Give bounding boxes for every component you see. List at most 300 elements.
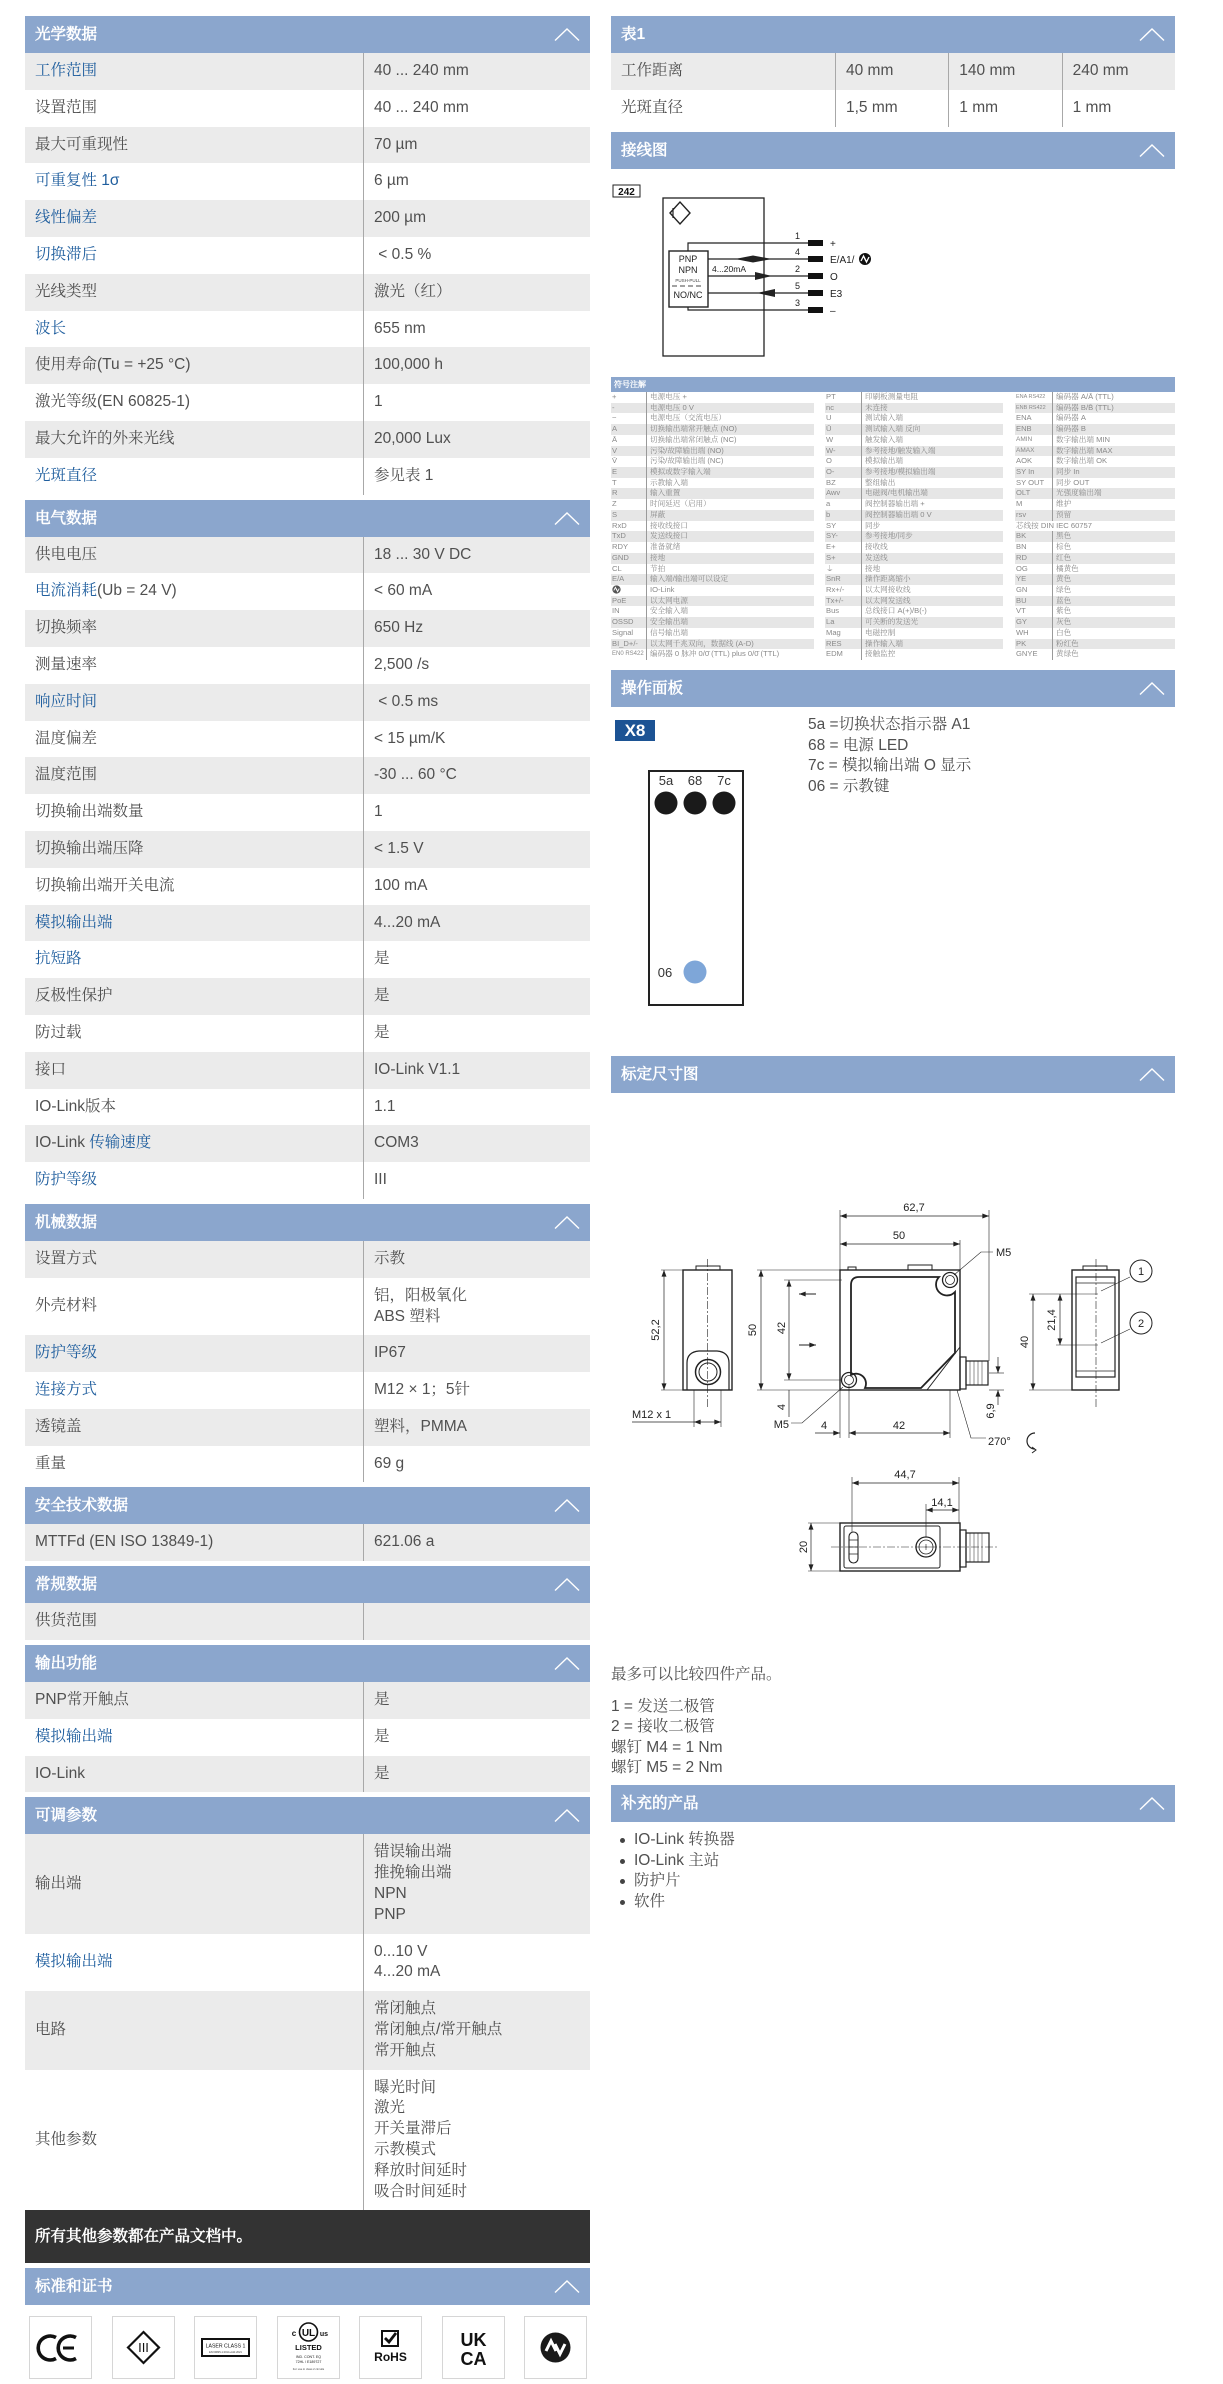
section-title: 标定尺寸图 [621, 1066, 699, 1083]
spec-value-line: NPN [374, 1885, 407, 1903]
spec-label-text: 设置方式 [35, 1249, 98, 1267]
chevron-up-icon[interactable] [1139, 28, 1165, 41]
chevron-up-icon[interactable] [554, 1657, 580, 1670]
spec-label-text: 电路 [35, 2021, 67, 2039]
chevron-up-icon[interactable] [554, 1216, 580, 1229]
table-cell: 1,5 mm [835, 90, 948, 127]
spec-label[interactable] [25, 1719, 363, 1756]
spec-row [25, 647, 590, 684]
spec-row [25, 1125, 590, 1162]
svg-text:LASER CLASS 1: LASER CLASS 1 [205, 2343, 246, 2350]
section-electrical-data [25, 500, 590, 1199]
section-header[interactable] [25, 1487, 590, 1524]
spec-label-text: 切换频率 [35, 619, 98, 637]
spec-row [25, 1603, 590, 1640]
chevron-up-icon[interactable] [554, 28, 580, 41]
spec-label-link[interactable]: 工作范围 [35, 62, 98, 79]
bullet-icon [620, 1900, 625, 1905]
svg-text:For use in class 2 circuits: For use in class 2 circuits [292, 2367, 324, 2372]
panel-badge: X8 [615, 720, 655, 741]
optical-sensor-symbol-icon [670, 202, 690, 224]
section-header[interactable] [611, 132, 1175, 169]
legend-description: 同步 [861, 521, 1003, 532]
spec-label [25, 1278, 363, 1336]
legend-symbol: S [612, 509, 618, 519]
spec-row [25, 1241, 590, 1278]
spec-value-line: 激光 [374, 2099, 406, 2117]
spec-label [25, 127, 363, 164]
spec-row [25, 200, 590, 237]
legend-description: 电磁控制 [861, 628, 1003, 639]
legend-symbol: BZ [826, 477, 836, 487]
spec-label [25, 347, 363, 384]
legend-description: 紫色 [1052, 606, 1175, 617]
spec-value: 4...20 mA [363, 905, 590, 942]
pin-label: E3 [830, 289, 843, 300]
legend-symbol: nc [826, 402, 835, 412]
svg-text:EN 60825-1:2014+A11:2021: EN 60825-1:2014+A11:2021 [209, 2351, 242, 2355]
spec-label[interactable] [25, 200, 363, 237]
chevron-up-icon[interactable] [1139, 1068, 1165, 1081]
spec-value: < 60 mA [363, 573, 590, 610]
bullet-icon [620, 1879, 625, 1884]
dim-hole-spacing-v: 42 [776, 1321, 788, 1335]
spec-label-link[interactable]: 防护等级 [35, 1344, 98, 1362]
legend-symbol: Signal [612, 627, 634, 637]
legend-symbol: W [826, 434, 834, 444]
spec-label-text: 温度范围 [35, 766, 98, 784]
svg-text:CA: CA [460, 2349, 486, 2370]
legend-description: 时间延迟（启用） [646, 499, 814, 510]
section-title: 输出功能 [35, 1655, 98, 1673]
legend-symbol: ~ [612, 413, 617, 423]
spec-label[interactable] [25, 1335, 363, 1372]
laser-class-icon[interactable] [194, 2316, 257, 2379]
spec-value-line: 错误输出端 [374, 1843, 452, 1861]
ground-icon: ⏚ [826, 563, 834, 573]
spec-label-link[interactable]: 波长 [35, 319, 67, 337]
spec-value: 70 µm [363, 127, 590, 164]
spec-label [25, 537, 363, 574]
spec-value: < 0.5 ms [363, 684, 590, 721]
section-title: 常规数据 [35, 1576, 98, 1594]
legend-description: 切换输出端常闭触点 (NC) [646, 435, 814, 446]
legend-symbol: Rx+/- [826, 584, 845, 594]
accessory-item[interactable] [611, 1892, 735, 1913]
spec-row [25, 1409, 590, 1446]
legend-symbol: BU [1016, 595, 1027, 605]
section-adjustable-parameters [25, 1797, 590, 2210]
spec-label[interactable] [25, 237, 363, 274]
legend-symbol: Z [612, 499, 617, 509]
control-panel-diagram [648, 770, 744, 1006]
legend-symbol: PT [826, 392, 836, 401]
section-header[interactable] [611, 670, 1175, 707]
spec-value: < 15 µm/K [363, 721, 590, 758]
spec-label-link[interactable]: 光斑直径 [35, 466, 98, 484]
chevron-up-icon[interactable] [1139, 1797, 1165, 1810]
spec-value: 是 [363, 1719, 590, 1756]
legend-symbol: SnR [826, 574, 841, 584]
analog-output-led-icon [713, 792, 736, 815]
legend-column-2 [825, 392, 1003, 660]
pin-label: + [830, 239, 836, 250]
spec-label-link[interactable]: 连接方式 [35, 1381, 98, 1399]
ukca-icon[interactable] [442, 2316, 505, 2379]
spec-value: 655 nm [363, 311, 590, 348]
legend-description: 安全输入端 [646, 606, 814, 617]
dim-connector-offset: 6,9 [985, 1403, 997, 1419]
section-header[interactable] [25, 2268, 590, 2305]
spec-label[interactable] [25, 941, 363, 978]
spec-row [25, 831, 590, 868]
table-cell: 40 mm [835, 53, 948, 90]
legend-description: 数字输出端 MIN [1052, 435, 1175, 446]
section-title: 补充的产品 [621, 1795, 699, 1812]
legend-symbol: S+ [826, 552, 836, 562]
spec-label [25, 647, 363, 684]
spec-label-text: 温度偏差 [35, 729, 98, 747]
legend-symbol: - [612, 402, 615, 412]
spec-row [25, 757, 590, 794]
spec-label [25, 1409, 363, 1446]
spec-value-line: 常闭触点/常开触点 [374, 2021, 503, 2039]
chevron-up-icon[interactable] [554, 1809, 580, 1822]
legend-symbol: V [612, 445, 618, 455]
dim-connector: M12 x 1 [632, 1409, 672, 1421]
spec-label-link[interactable]: 模拟输出端 [35, 1727, 113, 1745]
spec-label-text: 最大允许的外来光线 [35, 429, 175, 447]
legend-description: 以太网千兆双向，数据线 (A-D) [646, 639, 814, 650]
legend-description: 黄色 [1052, 574, 1175, 585]
legend-symbol: BN [1016, 542, 1027, 552]
spec-row [25, 1372, 590, 1409]
switching-state-led-icon [655, 792, 678, 815]
legend-description: 准备就绪 [646, 542, 814, 553]
pin-number: 2 [795, 264, 801, 274]
spec-label-link[interactable]: 响应时间 [35, 692, 98, 710]
legend-symbol: ENB RS422 [1016, 404, 1046, 411]
legend-symbol: Mag [826, 627, 841, 637]
spec-value: 是 [363, 1682, 590, 1719]
spec-label-text: MTTFd (EN ISO 13849-1) [35, 1533, 214, 1551]
io-link-icon[interactable] [524, 2316, 587, 2379]
teach-button[interactable] [684, 961, 707, 984]
legend-symbol: RxD [612, 520, 627, 530]
table-cell: 1 mm [1062, 90, 1175, 127]
legend-description: 粉红色 [1052, 639, 1175, 650]
legend-symbol: EN0 RS422 [612, 651, 644, 658]
spec-label-text: PNP常开触点 [35, 1691, 129, 1709]
note-line: 2 = 接收二极管 [611, 1718, 715, 1736]
legend-symbol: RES [826, 638, 842, 648]
spec-value: 40 ... 240 mm [363, 90, 590, 127]
rotation-arrow-icon [1027, 1433, 1035, 1449]
spec-value: IP67 [363, 1335, 590, 1372]
legend-description: 测试输入端 反向 [861, 424, 1003, 435]
dim-bottom-width: 20 [798, 1540, 810, 1554]
legend-symbol: SY OUT [1016, 477, 1045, 487]
svg-text:UL: UL [301, 2328, 315, 2340]
spec-row [25, 978, 590, 1015]
panel-description: 68 = 电源 LED [808, 736, 909, 754]
table-row-label: 工作距离 [621, 62, 684, 79]
legend-symbol: Awv [826, 488, 841, 498]
spec-label-link[interactable]: 可重复性 1σ [35, 172, 120, 190]
spec-row [25, 537, 590, 574]
pin-number: 4 [795, 247, 801, 257]
accessory-list [611, 1830, 735, 1912]
spec-label-text: IO-Link [35, 1764, 85, 1782]
chevron-up-icon[interactable] [554, 512, 580, 525]
spec-label[interactable] [25, 905, 363, 942]
section-header[interactable] [611, 1056, 1175, 1093]
section-certificates [25, 2268, 590, 2379]
spec-label-link[interactable]: 防护等级 [35, 1171, 98, 1189]
spec-label-link[interactable]: 抗短路 [35, 950, 82, 968]
spec-label-text: 设置范围 [35, 98, 98, 116]
spec-value: 6 µm [363, 163, 590, 200]
accessory-item[interactable] [611, 1830, 735, 1851]
note-line: 螺钉 M5 = 2 Nm [611, 1759, 723, 1777]
svg-text:III: III [137, 2340, 149, 2356]
ce-mark-icon[interactable] [29, 2316, 92, 2379]
spec-value: 是 [363, 1015, 590, 1052]
section-title: 安全技术数据 [35, 1497, 129, 1515]
spec-value [363, 2070, 590, 2211]
spec-value: 是 [363, 1756, 590, 1793]
spec-row [25, 1089, 590, 1126]
spec-label[interactable] [25, 1372, 363, 1409]
spec-row [25, 1524, 590, 1561]
legend-symbol: OSSD [612, 617, 634, 627]
dim-overall-length: 62,7 [903, 1202, 925, 1214]
legend-symbol: GN [1016, 584, 1028, 594]
spec-label [25, 1241, 363, 1278]
legend-description: 电源电压 + [646, 392, 814, 403]
legend-description: 节拍 [646, 564, 814, 575]
spec-value: 100,000 h [363, 347, 590, 384]
spec-row [25, 794, 590, 831]
spec-label-text: 反极性保护 [35, 987, 113, 1005]
spec-value-line: 曝光时间 [374, 2078, 437, 2096]
dim-optical-axis-height: 40 [1019, 1335, 1031, 1349]
legend-description: 编码器 A [1052, 413, 1175, 424]
spec-label[interactable] [25, 1934, 363, 1992]
spec-value: 塑料，PMMA [363, 1409, 590, 1446]
spec-row [25, 1015, 590, 1052]
spec-value: 621.06 a [363, 1524, 590, 1561]
legend-symbol: AMIN [1016, 435, 1033, 443]
svg-text:RoHS: RoHS [374, 2350, 407, 2365]
spec-value: 40 ... 240 mm [363, 53, 590, 90]
spec-label[interactable] [25, 53, 363, 90]
legend-description: 同步 In [1052, 467, 1175, 478]
accessory-label: 软件 [634, 1892, 666, 1910]
culus-listed-icon[interactable] [277, 2316, 340, 2379]
dimension-drawing [611, 1195, 1175, 1590]
section-accessories [611, 1785, 1175, 1822]
protection-class-icon[interactable] [112, 2316, 175, 2379]
spec-label [25, 610, 363, 647]
spec-value [363, 1278, 590, 1336]
legend-symbol: M [1016, 499, 1023, 509]
chevron-up-icon[interactable] [554, 1499, 580, 1512]
spec-row [25, 1756, 590, 1793]
spec-label-link[interactable]: 线性偏差 [35, 209, 98, 227]
spec-label-link[interactable]: 切换滞后 [35, 245, 98, 263]
spec-label [25, 831, 363, 868]
spec-row [25, 347, 590, 384]
callout-1-label: 1 [1137, 1266, 1145, 1278]
spec-value: < 1.5 V [363, 831, 590, 868]
legend-symbol: SY- [826, 531, 838, 541]
section-header[interactable] [25, 1566, 590, 1603]
spec-row [25, 1719, 590, 1756]
spec-label-text: 切换输出端开关电流 [35, 876, 175, 894]
spec-label [25, 1125, 363, 1162]
spec-row [25, 905, 590, 942]
legend-description: 印刷板测量电阻 [861, 392, 1003, 403]
legend-symbol: U [826, 413, 832, 423]
spec-label[interactable] [25, 684, 363, 721]
panel-description: 06 = 示教键 [808, 777, 890, 795]
legend-symbol: BK [1016, 531, 1027, 541]
table-cell: 240 mm [1062, 53, 1175, 90]
spec-value: 激光（红） [363, 274, 590, 311]
legend-symbol: OLT [1016, 488, 1031, 498]
legend-description: 电源电压（交流电压） [646, 413, 814, 424]
dim-side-height: 52,2 [650, 1319, 662, 1341]
spec-value-line: 0...10 V [374, 1942, 428, 1960]
legend-symbol: WH [1016, 627, 1029, 637]
chevron-up-icon[interactable] [554, 1578, 580, 1591]
spec-label-text: 切换输出端数量 [35, 803, 144, 821]
legend-description: 总线接口 A(+)/B(-) [861, 606, 1003, 617]
pin-number: 5 [795, 281, 801, 291]
legend-description: 棕色 [1052, 542, 1175, 553]
spec-label[interactable] [25, 163, 363, 200]
spec-label [25, 1524, 363, 1561]
spec-label-text: 供货范围 [35, 1612, 98, 1630]
spec-value-line: ABS 塑料 [374, 1307, 441, 1325]
spec-row [25, 384, 590, 421]
section-header[interactable] [25, 500, 590, 537]
accessory-item[interactable] [611, 1871, 735, 1892]
section-header[interactable] [611, 1785, 1175, 1822]
legend-symbol: SY In [1016, 467, 1035, 477]
spec-row [25, 1934, 590, 1992]
legend-description: 编码器 B/B̄ (TTL) [1052, 403, 1175, 414]
legend-symbol: E+ [826, 542, 836, 552]
spec-value: III [363, 1162, 590, 1199]
spec-label-link[interactable]: 模拟输出端 [35, 913, 113, 931]
spec-label[interactable] [25, 458, 363, 495]
spec-label-link[interactable]: 模拟输出端 [35, 1953, 113, 1971]
led-label: 5a [658, 773, 674, 788]
legend-description: 白色 [1052, 628, 1175, 639]
legend-title: 符号注解 [611, 377, 1175, 392]
certificate-list [25, 2316, 590, 2379]
section-header[interactable] [25, 1645, 590, 1682]
spec-label [25, 1089, 363, 1126]
spec-row [25, 573, 590, 610]
legend-symbol: PoE [612, 595, 627, 605]
legend-description: 可关断的发送光 [861, 617, 1003, 628]
pin-label: O [830, 272, 838, 283]
spec-row [25, 163, 590, 200]
legend-symbol: V̄ [612, 456, 618, 466]
spec-label-text: 激光等级(EN 60825-1) [35, 393, 191, 411]
legend-symbol: ENA [1016, 413, 1032, 423]
chevron-up-icon[interactable] [1139, 144, 1165, 157]
legend-symbol: Ā [612, 434, 618, 444]
chevron-up-icon[interactable] [554, 2280, 580, 2293]
legend-symbol: YE [1016, 574, 1027, 584]
section-table-1 [611, 16, 1175, 127]
legend-description: 黑色 [1052, 531, 1175, 542]
spec-value: -30 ... 60 °C [363, 757, 590, 794]
spec-row [25, 1278, 590, 1336]
pin-number: 3 [795, 298, 801, 308]
spec-label-link[interactable]: 电流消耗 [35, 582, 98, 600]
spec-value: 1 [363, 384, 590, 421]
dim-hole-offset-h: 4 [820, 1420, 828, 1432]
spec-row [25, 1162, 590, 1199]
spec-label-text: 接口 [35, 1060, 67, 1078]
spec-row [25, 53, 590, 90]
legend-description: 数字输出端 MAX [1052, 446, 1175, 457]
legend-symbol: R [612, 488, 618, 498]
spec-label-prefix: IO-Link [35, 1134, 90, 1152]
spec-label [25, 384, 363, 421]
section-header[interactable] [25, 1204, 590, 1241]
section-dimension-drawing [611, 1056, 1175, 1093]
legend-symbol: OG [1016, 563, 1028, 573]
spec-label[interactable] [25, 311, 363, 348]
spec-label [25, 1756, 363, 1793]
section-header[interactable] [25, 16, 590, 53]
rohs-icon[interactable] [359, 2316, 422, 2379]
spec-value: M12 × 1；5针 [363, 1372, 590, 1409]
legend-description: 预留 [1052, 510, 1175, 521]
section-header[interactable] [611, 16, 1175, 53]
legend-symbol: T [612, 477, 617, 487]
legend-description: IO-Link [646, 585, 814, 596]
section-title: 接线图 [621, 142, 668, 159]
spec-label [25, 1015, 363, 1052]
section-safety-data [25, 1487, 590, 1561]
svg-text:c: c [291, 2329, 296, 2339]
spec-label-link[interactable]: 传输速度 [89, 1134, 152, 1152]
spec-value-line: 释放时间延时 [374, 2161, 468, 2179]
spec-value: 1.1 [363, 1089, 590, 1126]
accessory-label: IO-Link 主站 [634, 1851, 720, 1869]
spec-label[interactable] [25, 1162, 363, 1199]
legend-symbol: BI_D+/- [612, 638, 638, 648]
section-header[interactable] [25, 1797, 590, 1834]
spec-value [363, 1934, 590, 1992]
legend-description: 接收线 [861, 542, 1003, 553]
legend-description: 以太网电源 [646, 596, 814, 607]
documentation-notice: 所有其他参数都在产品文档中。 [25, 2210, 590, 2263]
table-row [611, 53, 1175, 90]
spec-value: 69 g [363, 1446, 590, 1483]
chevron-up-icon[interactable] [1139, 682, 1165, 695]
accessory-item[interactable] [611, 1851, 735, 1872]
spec-row [25, 1991, 590, 2069]
power-led-icon [684, 792, 707, 815]
